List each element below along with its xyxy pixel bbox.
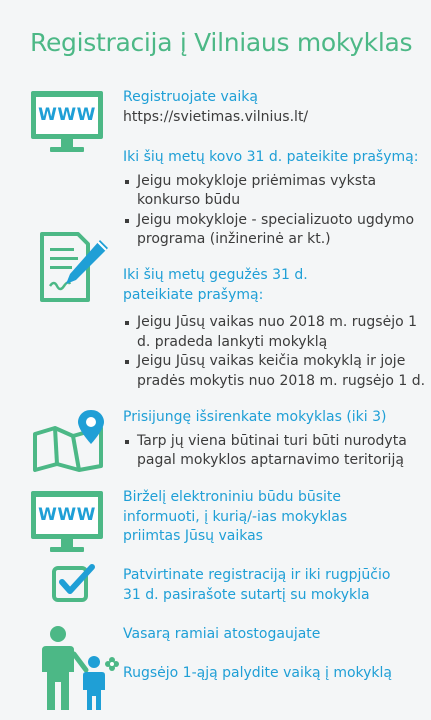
step2-bullets <box>123 172 418 250</box>
step7-text <box>123 625 392 683</box>
list-item: Jeigu Jūsų vaikas nuo 2018 m. rugsėjo 1 d. pradeda lankyti mokyklą <box>123 313 425 352</box>
step5-line1: Birželį elektroniniu būdu būsite <box>123 489 342 505</box>
flower-icon <box>105 657 119 671</box>
step2-heading: Iki šių metų kovo 31 d. pateikite prašymą: <box>123 149 419 165</box>
step5-text <box>123 488 347 547</box>
list-item: Tarp jų viena būtinai turi būti nurodyta pagal mokyklos aptarnavimo teritoriją <box>123 432 407 471</box>
step3-heading-line1: Iki šių metų gegužės 31 d. <box>123 267 308 283</box>
list-item: Jeigu Jūsų vaikas keičia mokyklą ir joje pradės mokytis nuo 2018 m. rugsėjo 1 d. <box>123 352 425 391</box>
www-monitor-icon <box>30 490 104 560</box>
list-item: Jeigu mokykloje priėmimas vyksta konkurso būdu <box>123 172 418 211</box>
step3-heading-line2: pateikiate prašymą: <box>123 286 264 303</box>
step6-line2: 31 d. pasirašote sutartį su mokykla <box>123 586 370 603</box>
step4-text <box>123 408 407 471</box>
step4-heading: Prisijungę išsirenkate mokyklas (iki 3) <box>123 409 387 425</box>
step5-line2: informuoti, į kurią/-ias mokyklas <box>123 508 348 525</box>
www-label: WWW <box>38 505 96 525</box>
step6-line1: Patvirtinate registraciją ir iki rugpjūčio <box>123 567 391 583</box>
step1-url: https://svietimas.vilnius.lt/ <box>123 108 309 125</box>
map-pin-icon <box>33 408 105 476</box>
page-title: Registracija į Vilniaus mokyklas <box>30 28 413 57</box>
step6-text <box>123 566 390 605</box>
step3-text <box>123 266 425 391</box>
step1-text <box>123 88 308 127</box>
step7-line2: Rugsėjo 1-ąją palydite vaiką į mokyklą <box>123 664 393 681</box>
checkbox-icon <box>52 564 96 608</box>
step1-heading: Registruojate vaiką <box>123 89 258 105</box>
step7-line1: Vasarą ramiai atostogaujate <box>123 626 321 642</box>
step2-text <box>123 148 418 250</box>
document-pen-icon <box>38 230 114 308</box>
step3-bullets <box>123 313 425 391</box>
parent-child-icon <box>36 624 120 718</box>
step5-line3: priimtas Jūsų vaikas <box>123 528 263 544</box>
www-monitor-icon <box>30 90 104 160</box>
list-item: Jeigu mokykloje - specializuoto ugdymo programa (inžinerinė ar kt.) <box>123 211 418 250</box>
step4-bullets <box>123 432 407 471</box>
www-label: WWW <box>38 105 96 125</box>
